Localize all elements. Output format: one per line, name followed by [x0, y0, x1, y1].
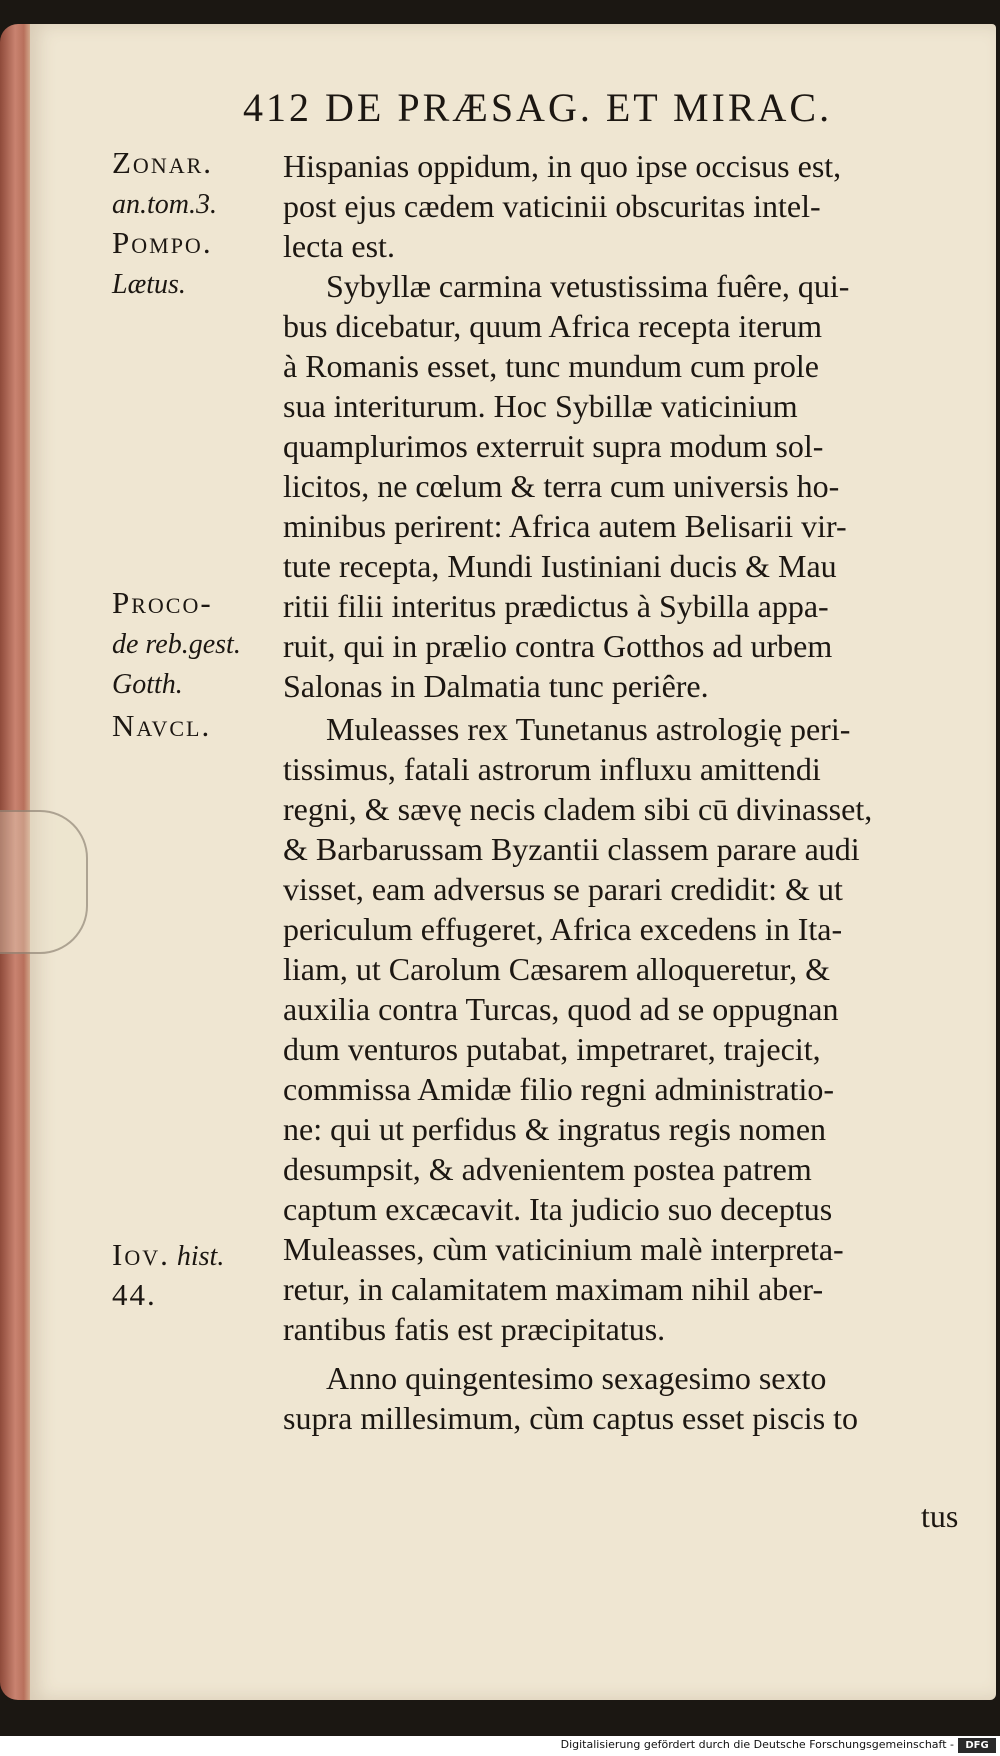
margin-note-caps: 44.	[112, 1277, 157, 1312]
margin-note-caps: Navcl.	[112, 708, 212, 743]
text-line: quamplurimos exterruit supra modum sol-	[283, 428, 824, 464]
text-line: Hispanias oppidum, in quo ipse occisus est,	[283, 148, 842, 184]
text-line: rantibus fatis est præcipitatus.	[283, 1311, 666, 1347]
text-line: licitos, ne cœlum & terra cum universis ho-	[283, 468, 840, 504]
text-line: Muleasses, cùm vaticinium malè interpreta-	[283, 1231, 844, 1267]
text-line: Muleasses rex Tunetanus astrologię peri-	[326, 711, 851, 747]
text-line: minibus perirent: Africa autem Belisarii vir-	[283, 508, 847, 544]
margin-note	[112, 666, 183, 702]
margin-note-italic: hist.	[169, 1241, 225, 1272]
margin-note	[112, 266, 186, 302]
text-line: tute recepta, Mundi Iustiniani ducis & Mau	[283, 548, 837, 584]
text-line: captum excæcavit. Ita judicio suo deceptus	[283, 1191, 833, 1227]
margin-note	[112, 1238, 224, 1274]
text-line: ne: qui ut perfidus & ingratus regis nomen	[283, 1111, 827, 1147]
text-line: & Barbarussam Byzantii classem parare audi	[283, 831, 860, 867]
text-line: regni, & sævę necis cladem sibi cū divinasset,	[283, 791, 873, 827]
text-line: desumpsit, & advenientem postea patrem	[283, 1151, 812, 1187]
margin-note	[112, 586, 213, 622]
text-line: Sybyllæ carmina vetustissima fuêre, qui-	[326, 268, 850, 304]
margin-note	[112, 186, 217, 222]
margin-note	[112, 1278, 157, 1314]
text-line: supra millesimum, cùm captus esset piscis to	[283, 1400, 859, 1436]
text-line: Anno quingentesimo sexagesimo sexto	[326, 1360, 827, 1396]
margin-note-caps: Proco-	[112, 585, 213, 620]
margin-note	[112, 226, 213, 262]
margin-note	[112, 626, 241, 662]
margin-note	[112, 709, 211, 745]
margin-note-caps: Zonar.	[112, 145, 214, 180]
text-line: à Romanis esset, tunc mundum cum prole	[283, 348, 819, 384]
text-line: sua interiturum. Hoc Sybillæ vaticinium	[283, 388, 798, 424]
catchword: tus	[921, 1498, 959, 1534]
margin-note-italic: Gotth.	[112, 669, 183, 700]
text-line: bus dicebatur, quum Africa recepta iterum	[283, 308, 822, 344]
running-head: 412 DE PRÆSAG. ET MIRAC.	[243, 85, 833, 130]
text-line: ruit, qui in prælio contra Gotthos ad urbem	[283, 628, 833, 664]
margin-note-italic: de reb.gest.	[112, 629, 241, 660]
page-clip	[0, 810, 88, 954]
text-line: post ejus cædem vaticinii obscuritas intel-	[283, 188, 821, 224]
text-line: commissa Amidæ filio regni administratio-	[283, 1071, 835, 1107]
text-line: retur, in calamitatem maximam nihil aber-	[283, 1271, 824, 1307]
text-line: tissimus, fatali astrorum influxu amittendi	[283, 751, 821, 787]
text-line: lecta est.	[283, 228, 395, 264]
text-line: ritii filii interitus prædictus à Sybilla appa-	[283, 588, 829, 624]
text-line: dum venturos putabat, impetraret, trajecit,	[283, 1031, 821, 1067]
dfg-logo: DFG	[958, 1738, 996, 1753]
margin-note-italic: Lætus.	[112, 269, 186, 300]
text-line: liam, ut Carolum Cæsarem alloqueretur, &	[283, 951, 831, 987]
margin-note	[112, 146, 213, 182]
margin-note-italic: an.tom.3.	[112, 189, 217, 220]
text-line: Salonas in Dalmatia tunc periêre.	[283, 668, 709, 704]
margin-note-caps: Pompo.	[112, 225, 213, 260]
text-line: visset, eam adversus se parari credidit: & ut	[283, 871, 843, 907]
text-line: periculum effugeret, Africa excedens in Ita-	[283, 911, 843, 947]
text-line: auxilia contra Turcas, quod ad se oppugnan	[283, 991, 839, 1027]
margin-note-caps: Iov.	[112, 1237, 170, 1272]
digitization-credit: Digitalisierung gefördert durch die Deutsche Forschungsgemeinschaft -	[560, 1738, 954, 1751]
